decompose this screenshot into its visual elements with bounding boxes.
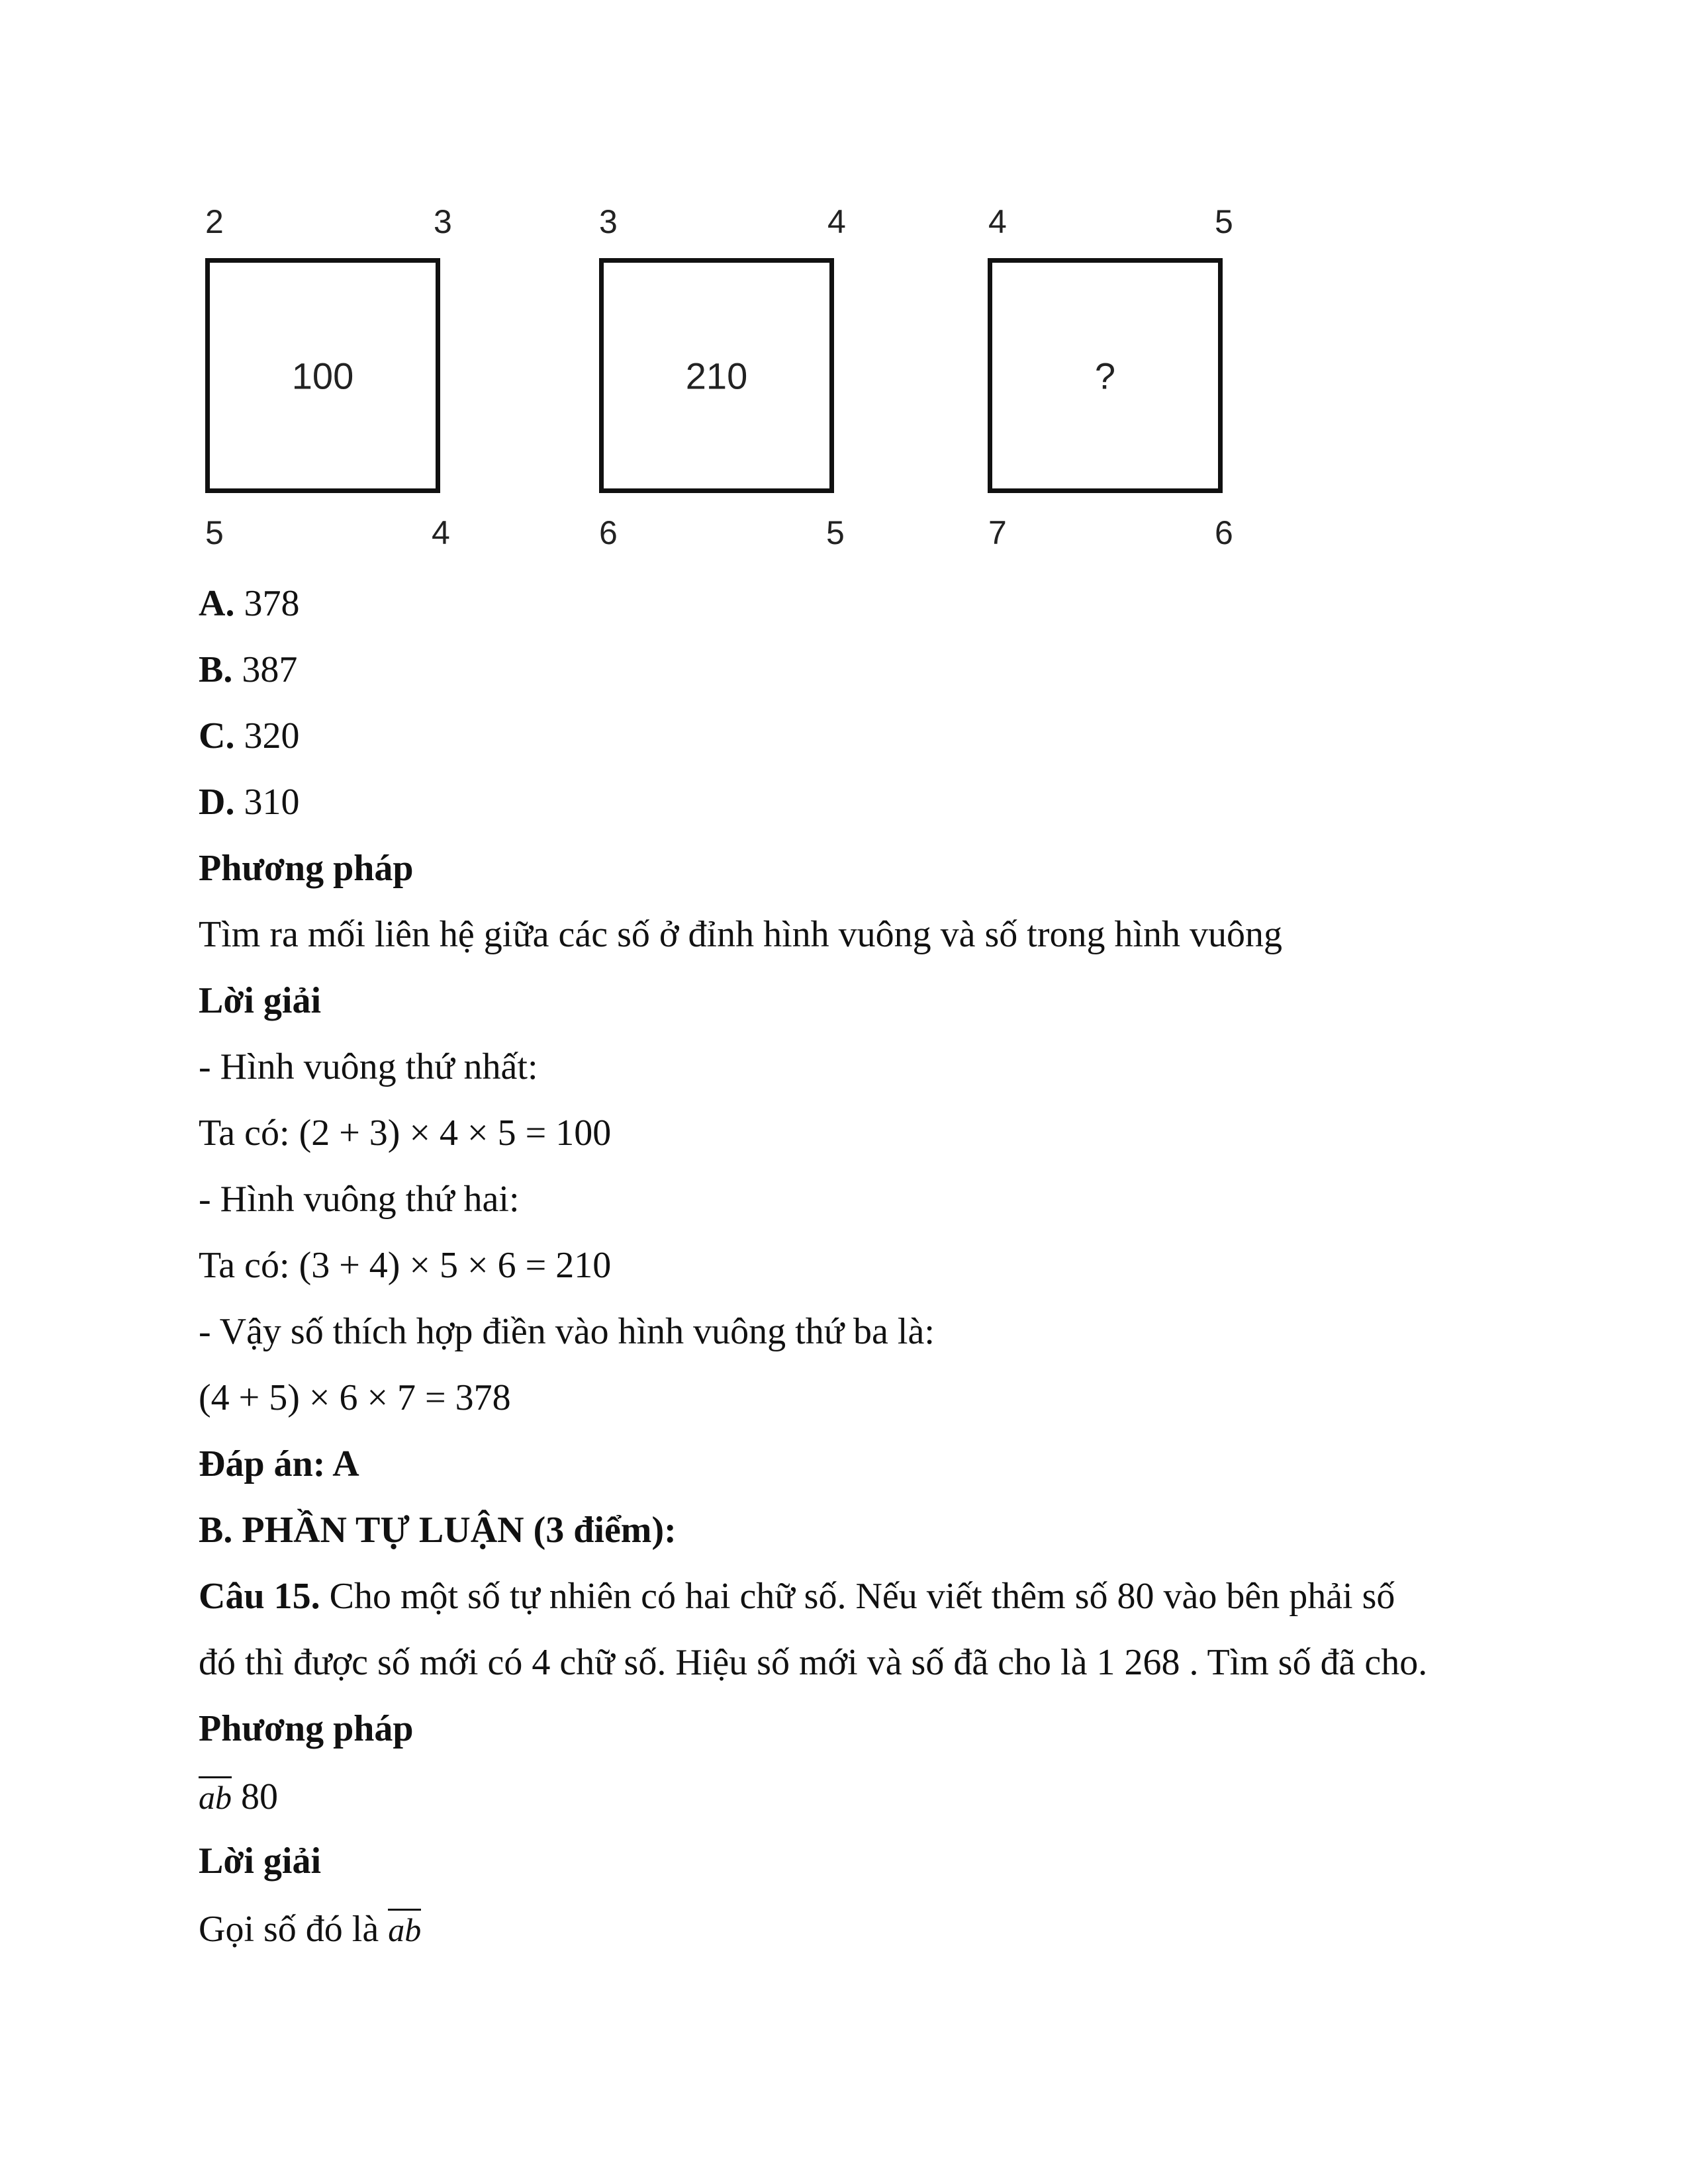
- solution-line: Ta có: (3 + 4) × 5 × 6 = 210: [199, 1245, 612, 1286]
- option-a-value: 378: [234, 583, 300, 624]
- solution-2-text: [199, 1909, 421, 1948]
- solution-line: (4 + 5) × 6 × 7 = 378: [199, 1377, 511, 1418]
- square-1-bottom-left: 5: [205, 514, 224, 551]
- square-2-center: 210: [685, 355, 748, 396]
- option-d: [199, 784, 299, 821]
- question-15-text-1: Cho một số tự nhiên có hai chữ số. Nếu viết thêm số 80 vào bên phải số: [320, 1576, 1395, 1617]
- option-b-letter: B.: [199, 649, 233, 690]
- option-c: [199, 717, 299, 754]
- solution-line: - Hình vuông thứ hai:: [199, 1179, 520, 1220]
- square-3-top-right: 5: [1215, 203, 1233, 240]
- square-1-center: 100: [291, 355, 354, 396]
- solution-line: - Hình vuông thứ nhất:: [199, 1046, 538, 1087]
- method-2-text: [199, 1776, 278, 1815]
- option-c-value: 320: [234, 715, 300, 756]
- solution-line: - Vậy số thích hợp điền vào hình vuông thứ ba là:: [199, 1311, 935, 1352]
- overline-ab: ab: [199, 1776, 232, 1814]
- square-1: [205, 258, 440, 493]
- method-2-heading: Phương pháp: [199, 1708, 414, 1749]
- square-2: [599, 258, 834, 493]
- option-c-letter: C.: [199, 715, 235, 756]
- square-1-bottom-right: 4: [432, 514, 450, 551]
- option-b-value: 387: [232, 649, 298, 690]
- option-d-letter: D.: [199, 782, 235, 823]
- square-1-top-left: 2: [205, 203, 224, 240]
- square-3-bottom-right: 6: [1215, 514, 1233, 551]
- option-d-value: 310: [234, 782, 300, 823]
- answer-line: Đáp án: A: [199, 1443, 359, 1484]
- square-2-top-left: 3: [599, 203, 618, 240]
- square-2-bottom-left: 6: [599, 514, 618, 551]
- square-3-top-left: 4: [988, 203, 1007, 240]
- solution-line: Ta có: (2 + 3) × 4 × 5 = 100: [199, 1113, 612, 1154]
- question-15-line-2: đó thì được số mới có 4 chữ số. Hiệu số mới và số đã cho là 1 268 . Tìm số đã cho.: [199, 1642, 1428, 1683]
- method-2-suffix: 80: [232, 1776, 278, 1817]
- option-a: [199, 585, 299, 622]
- method-text: Tìm ra mối liên hệ giữa các số ở đỉnh hình vuông và số trong hình vuông: [199, 914, 1283, 955]
- square-puzzle-figure: [185, 192, 1311, 563]
- solution-heading: Lời giải: [199, 980, 322, 1021]
- solution-2-heading: Lời giải: [199, 1841, 322, 1882]
- square-3-center: ?: [1094, 355, 1116, 396]
- square-2-bottom-right: 5: [826, 514, 845, 551]
- option-a-letter: A.: [199, 583, 235, 624]
- square-1-top-right: 3: [434, 203, 452, 240]
- square-3-bottom-left: 7: [988, 514, 1007, 551]
- solution-2-prefix: Gọi số đó là: [199, 1909, 389, 1950]
- section-b-title: B. PHẦN TỰ LUẬN (3 điểm):: [199, 1510, 677, 1551]
- square-3: [988, 258, 1223, 493]
- method-heading: Phương pháp: [199, 848, 414, 889]
- question-15-line-1: [199, 1578, 1395, 1615]
- option-b: [199, 651, 297, 688]
- overline-ab: ab: [388, 1909, 421, 1946]
- square-2-top-right: 4: [827, 203, 846, 240]
- question-15-label: Câu 15.: [199, 1576, 320, 1617]
